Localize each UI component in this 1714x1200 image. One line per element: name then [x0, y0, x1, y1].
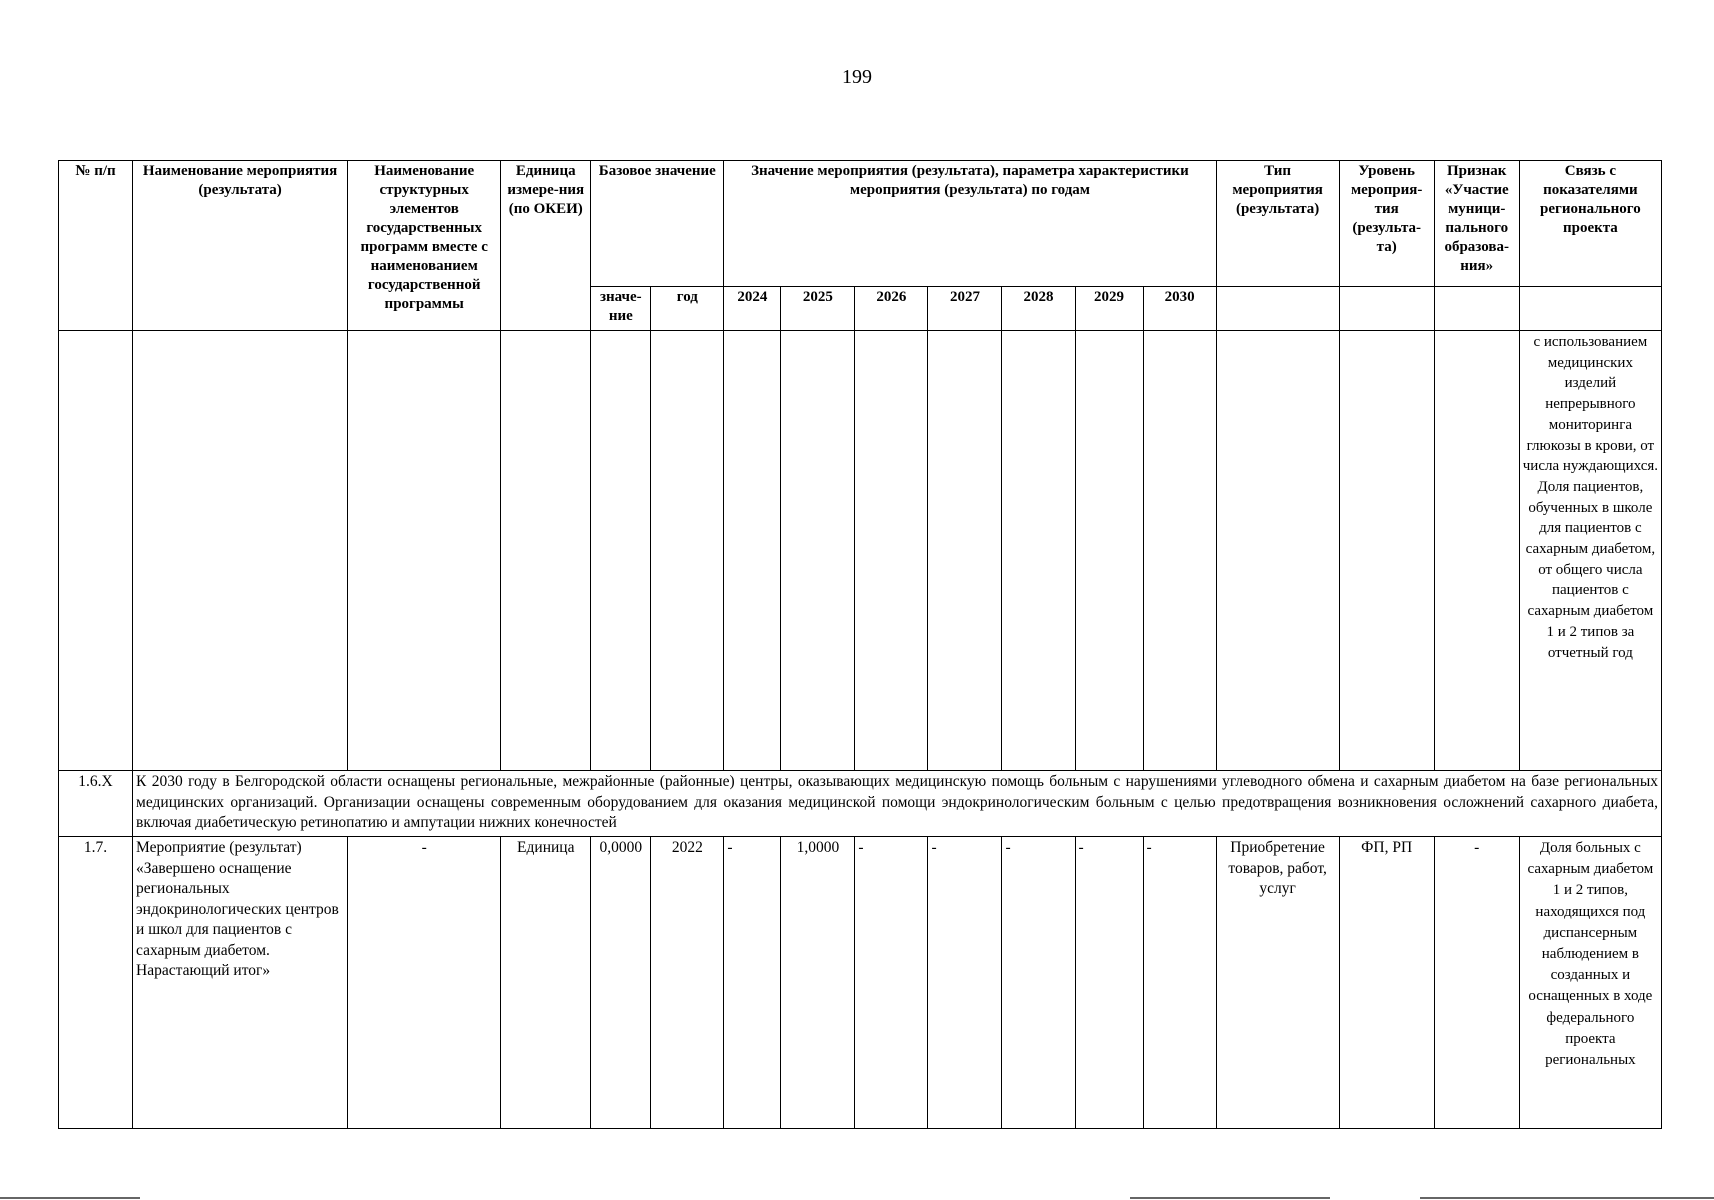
row-2027: - [928, 837, 1002, 1129]
measures-table [58, 160, 1662, 1129]
header-level: Уровень мероприя-тия (результа-та) [1339, 161, 1434, 287]
row-2024: - [724, 837, 781, 1129]
header-values-by-year: Значение мероприятия (результата), параметра характеристики мероприятия (результата) по годам [724, 161, 1216, 287]
header-row-1 [59, 161, 1662, 287]
row-2025: 1,0000 [781, 837, 855, 1129]
cell-empty [59, 331, 133, 771]
cell-empty [348, 331, 501, 771]
row-name: Мероприятие (результат) «Завершено оснащение региональных эндокринологических центров и школ для пациентов с сахарным диабетом. Нарастающий итог» [133, 837, 348, 1129]
row-base-value: 0,0000 [591, 837, 651, 1129]
header-base-year: год [651, 287, 724, 331]
scan-edge-mark [0, 1197, 140, 1199]
row-unit: Единица [501, 837, 591, 1129]
header-link-empty [1519, 287, 1661, 331]
cell-empty [1339, 331, 1434, 771]
row-num: 1.7. [59, 837, 133, 1129]
cell-empty [855, 331, 928, 771]
row-link: Доля больных с сахарным диабетом 1 и 2 типов, находящихся под диспансерным наблюдением в созданных и оснащенных в ходе федерального проекта региональных [1519, 837, 1661, 1129]
header-name: Наименование мероприятия (результата) [133, 161, 348, 331]
cell-empty [133, 331, 348, 771]
header-structural: Наименование структурных элементов государственных программ вместе с наименованием государственной программы [348, 161, 501, 331]
row-2030: - [1143, 837, 1216, 1129]
header-year-2029: 2029 [1075, 287, 1143, 331]
continuation-row [59, 331, 1662, 771]
section-text: К 2030 году в Белгородской области оснащены региональные, межрайонные (районные) центры, оказывающих медицинскую помощь больным с нарушениями углеводного обмена и сахарным диабетом на базе региональных медицинских организаций. Организации оснащены современным оборудованием для оказания медицинской помощи эндокринологическим больным с целью предотвращения возникновения осложнений сахарного диабета, включая диабетическую ретинопатию и ампутации нижних конечностей [133, 771, 1662, 837]
row-level: ФП, РП [1339, 837, 1434, 1129]
header-unit: Единица измере-ния (по ОКЕИ) [501, 161, 591, 331]
cell-empty [1434, 331, 1519, 771]
header-year-2030: 2030 [1143, 287, 1216, 331]
section-row [59, 771, 1662, 837]
continuation-link-text: с использованием медицинских изделий непрерывного мониторинга глюкозы в крови, от числа нуждающихся. Доля пациентов, обученных в школе для пациентов с сахарным диабетом, от общего числа пациентов с сахарным диабетом 1 и 2 типов за отчетный год [1519, 331, 1661, 771]
header-year-2024: 2024 [724, 287, 781, 331]
cell-empty [651, 331, 724, 771]
row-2028: - [1002, 837, 1075, 1129]
cell-empty [1216, 331, 1339, 771]
header-year-2028: 2028 [1002, 287, 1075, 331]
cell-empty [591, 331, 651, 771]
header-municipal: Признак «Участие муници-пального образова-ния» [1434, 161, 1519, 287]
header-level-empty [1339, 287, 1434, 331]
header-year-2026: 2026 [855, 287, 928, 331]
header-year-2027: 2027 [928, 287, 1002, 331]
cell-empty [724, 331, 781, 771]
header-link: Связь с показателями регионального проекта [1519, 161, 1661, 287]
header-type: Тип мероприятия (результата) [1216, 161, 1339, 287]
header-base-value: значе-ние [591, 287, 651, 331]
row-2026: - [855, 837, 928, 1129]
cell-empty [1143, 331, 1216, 771]
row-base-year: 2022 [651, 837, 724, 1129]
cell-empty [1075, 331, 1143, 771]
data-row [59, 837, 1662, 1129]
header-municipal-empty [1434, 287, 1519, 331]
header-year-2025: 2025 [781, 287, 855, 331]
header-base: Базовое значение [591, 161, 724, 287]
row-type: Приобретение товаров, работ, услуг [1216, 837, 1339, 1129]
header-num: № п/п [59, 161, 133, 331]
page-number: 199 [842, 66, 872, 88]
scan-edge-mark [1420, 1197, 1714, 1199]
cell-empty [501, 331, 591, 771]
row-2029: - [1075, 837, 1143, 1129]
section-num: 1.6.Х [59, 771, 133, 837]
cell-empty [928, 331, 1002, 771]
row-municipal: - [1434, 837, 1519, 1129]
cell-empty [781, 331, 855, 771]
row-structural: - [348, 837, 501, 1129]
scan-edge-mark [1130, 1197, 1330, 1199]
header-type-empty [1216, 287, 1339, 331]
cell-empty [1002, 331, 1075, 771]
